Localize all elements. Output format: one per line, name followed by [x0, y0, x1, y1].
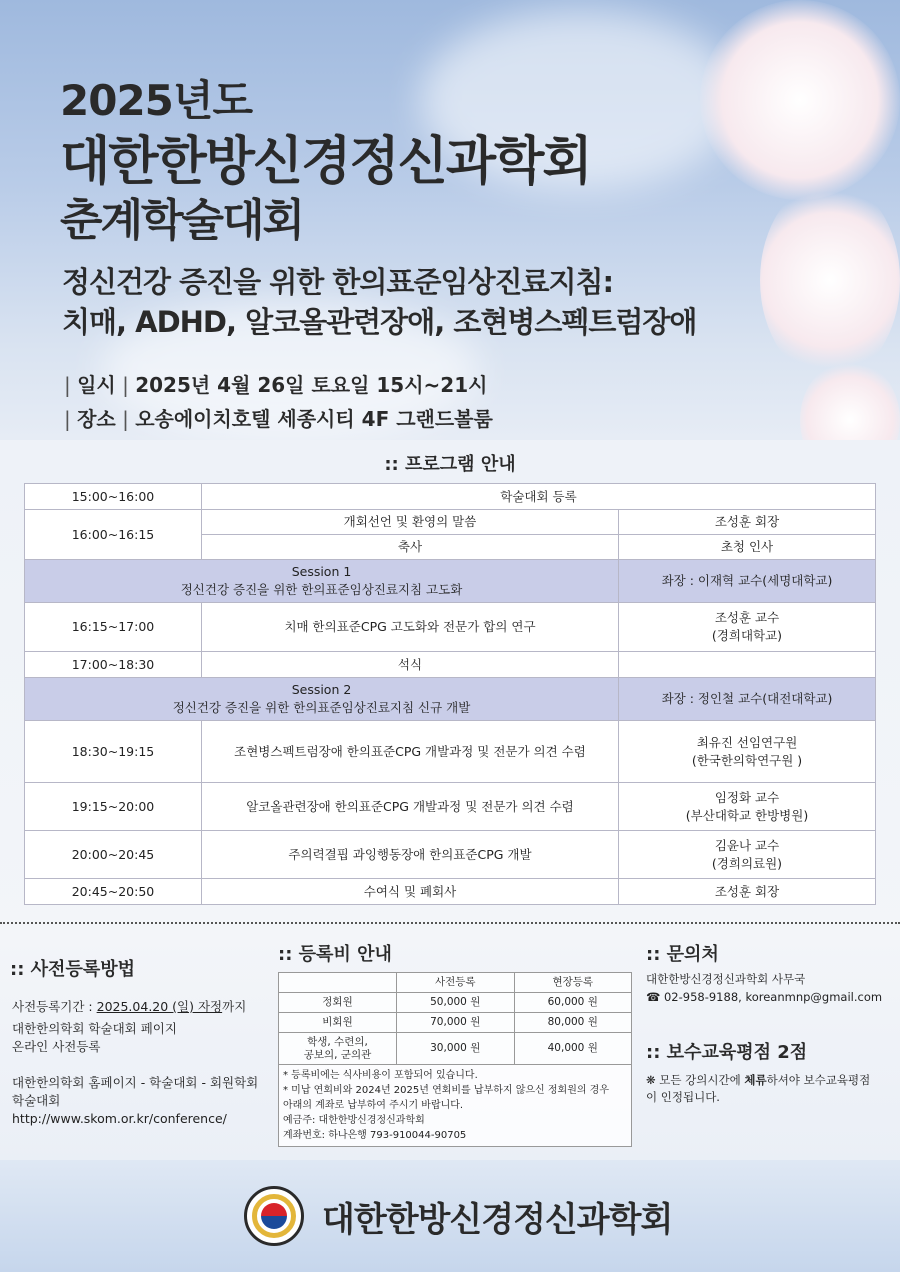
place-label: 장소: [77, 407, 116, 431]
time-cell: 20:00~20:45: [25, 831, 202, 879]
event-name: 춘계학술대회: [60, 195, 304, 246]
date-label: 일시: [77, 373, 116, 397]
event-info: [64, 368, 493, 436]
fee-section: [278, 940, 632, 1147]
fee-onsite: 80,000 원: [514, 1013, 632, 1033]
footer: [244, 1186, 672, 1246]
subtitle-line-2: 치매, ADHD, 알코올관련장애, 조현병스펙트럼장애: [62, 305, 697, 339]
contact-title: :: 문의처: [646, 944, 719, 965]
session-row: [25, 560, 876, 603]
content-cell: 학술대회 등록: [202, 484, 876, 510]
fee-row: [279, 1033, 632, 1065]
registration-line: 온라인 사전등록: [12, 1039, 101, 1054]
event-subtitle: [62, 262, 696, 342]
registration-line: 대한한의학회 홈페이지 - 학술대회 - 회원학회: [12, 1075, 259, 1090]
event-org: 대한한방신경정신과학회: [60, 132, 591, 192]
event-year: 2025년도: [60, 76, 253, 125]
time-cell: 16:15~17:00: [25, 603, 202, 652]
content-cell: 치매 한의표준CPG 고도화와 전문가 합의 연구: [202, 603, 619, 652]
table-row: [25, 652, 876, 678]
contact-phone-email[interactable]: ☎ 02-958-9188, koreanmnp@gmail.com: [646, 990, 883, 1004]
contact-body: [646, 970, 882, 1006]
fee-label: [279, 1033, 397, 1065]
contact-section: [646, 940, 882, 1006]
fee-table: [278, 972, 632, 1065]
fee-note: 아래의 계좌로 납부하여 주시기 바랍니다.: [283, 1100, 464, 1111]
speaker-name: 최유진 선임연구원: [696, 734, 798, 750]
content-cell: 알코올관련장애 한의표준CPG 개발과정 및 전문가 의견 수렴: [202, 783, 619, 831]
cpd-line2: 이 인정됩니다.: [646, 1090, 720, 1104]
content-cell: 수여식 및 폐회사: [202, 879, 619, 905]
table-row: [25, 783, 876, 831]
chair-cell: 좌장 : 정인철 교수(대전대학교): [619, 678, 876, 721]
program-table: [24, 483, 876, 905]
time-cell: 19:15~20:00: [25, 783, 202, 831]
speaker-name: 임정화 교수: [714, 789, 780, 805]
content-cell: 개회선언 및 환영의 말씀: [202, 510, 619, 535]
speaker-affiliation: (부산대학교 한방병원): [685, 807, 809, 823]
fee-note: * 미납 연회비와 2024년 2025년 연회비를 납부하지 않으신 정회원의 경우: [283, 1085, 610, 1096]
fee-header-row: [279, 973, 632, 993]
time-cell: 15:00~16:00: [25, 484, 202, 510]
speaker-affiliation: (한국한의학연구원 ): [691, 752, 803, 768]
registration-period: [12, 998, 258, 1016]
date-row: | 일시 | 2025년 4월 26일 토요일 15시~21시: [64, 373, 488, 397]
logo-taeguk: [261, 1203, 287, 1229]
period-suffix: 까지: [222, 999, 247, 1014]
cpd-body: [646, 1072, 891, 1106]
program-title: :: 프로그램 안내: [384, 454, 516, 475]
period-value: 2025.04.20 (일) 자정: [96, 999, 223, 1014]
fee-row: [279, 993, 632, 1013]
speaker-name: 김윤나 교수: [714, 837, 780, 853]
footer-org-name: 대한한방신경정신과학회: [322, 1199, 673, 1240]
speaker-affiliation: (경희대학교): [711, 628, 783, 643]
speaker-cell: 조성훈 회장: [619, 510, 876, 535]
fee-header-pre: 사전등록: [397, 973, 515, 993]
title-block: [60, 68, 591, 248]
registration-line: 학술대회: [12, 1093, 61, 1108]
cpd-section: [646, 1038, 891, 1106]
fee-pre: 50,000 원: [397, 993, 515, 1013]
content-cell: 주의력결핍 과잉행동장애 한의표준CPG 개발: [202, 831, 619, 879]
session-row: [25, 678, 876, 721]
table-row: [25, 831, 876, 879]
session-label: Session 2: [291, 682, 352, 697]
date-value: 2025년 4월 26일 토요일 15시~21시: [135, 373, 488, 397]
fee-pre: 70,000 원: [397, 1013, 515, 1033]
contact-org: 대한한방신경정신과학회 사무국: [646, 972, 806, 986]
time-cell: 20:45~20:50: [25, 879, 202, 905]
speaker-cell: [619, 721, 876, 783]
fee-note: 계좌번호: 하나은행 793-910044-90705: [283, 1130, 467, 1141]
fee-onsite: 40,000 원: [514, 1033, 632, 1065]
speaker-cell: 초청 인사: [619, 535, 876, 560]
session-cell: [25, 560, 619, 603]
speaker-cell: [619, 652, 876, 678]
speaker-name: 조성훈 교수: [714, 610, 780, 625]
fee-pre: 30,000 원: [397, 1033, 515, 1065]
fee-header-onsite: 현장등록: [514, 973, 632, 993]
fee-label: 정회원: [279, 993, 397, 1013]
fee-label-line: 학생, 수련의,: [307, 1035, 368, 1048]
fee-note: 예금주: 대한한방신경정신과학회: [283, 1115, 425, 1126]
speaker-cell: 조성훈 회장: [619, 879, 876, 905]
place-value: 오송에이치호텔 세종시티 4F 그랜드볼룸: [135, 407, 493, 431]
fee-notes: [278, 1065, 632, 1147]
chair-cell: 좌장 : 이재혁 교수(세명대학교): [619, 560, 876, 603]
subtitle-line-1: 정신건강 증진을 위한 한의표준임상진료지침:: [62, 265, 614, 299]
blossom-decoration: [760, 180, 900, 380]
fee-title: :: 등록비 안내: [278, 944, 392, 965]
place-row: | 장소 | 오송에이치호텔 세종시티 4F 그랜드볼룸: [64, 407, 493, 431]
cpd-prefix: ❋ 모든 강의시간에: [646, 1073, 745, 1087]
table-row: [25, 510, 876, 535]
blossom-decoration: [700, 0, 900, 200]
cpd-title: :: 보수교육평점 2점: [646, 1042, 808, 1063]
session-label: Session 1: [291, 564, 352, 579]
period-label: 사전등록기간 :: [12, 999, 93, 1014]
time-cell: 18:30~19:15: [25, 721, 202, 783]
table-row: [25, 603, 876, 652]
speaker-cell: [619, 783, 876, 831]
cpd-suffix: 하셔야 보수교육평점: [766, 1073, 871, 1087]
time-cell: 17:00~18:30: [25, 652, 202, 678]
content-cell: 조현병스펙트럼장애 한의표준CPG 개발과정 및 전문가 의견 수렴: [202, 721, 619, 783]
content-cell: 석식: [202, 652, 619, 678]
cpd-bold: 체류: [744, 1073, 767, 1087]
speaker-cell: [619, 831, 876, 879]
session-title: 정신건강 증진을 위한 한의표준임상진료지침 신규 개발: [172, 700, 471, 715]
table-row: [25, 721, 876, 783]
speaker-affiliation: (경희의료원): [711, 855, 783, 871]
fee-onsite: 60,000 원: [514, 993, 632, 1013]
registration-url[interactable]: http://www.skom.or.kr/conference/: [12, 1111, 227, 1126]
fee-row: [279, 1013, 632, 1033]
registration-title: :: 사전등록방법: [10, 959, 135, 980]
fee-label-line: 공보의, 군의관: [303, 1048, 372, 1061]
time-cell: 16:00~16:15: [25, 510, 202, 560]
content-cell: 축사: [202, 535, 619, 560]
speaker-cell: [619, 603, 876, 652]
fee-note: * 등록비에는 식사비용이 포함되어 있습니다.: [283, 1070, 478, 1081]
registration-body: [12, 998, 258, 1128]
table-row: [25, 484, 876, 510]
fee-corner-cell: [279, 973, 397, 993]
registration-line: 대한한의학회 학술대회 페이지: [12, 1021, 177, 1036]
session-cell: [25, 678, 619, 721]
table-row: [25, 879, 876, 905]
section-divider: [0, 922, 900, 924]
session-title: 정신건강 증진을 위한 한의표준임상진료지침 고도화: [180, 582, 463, 597]
fee-label: 비회원: [279, 1013, 397, 1033]
society-logo: [244, 1186, 304, 1246]
